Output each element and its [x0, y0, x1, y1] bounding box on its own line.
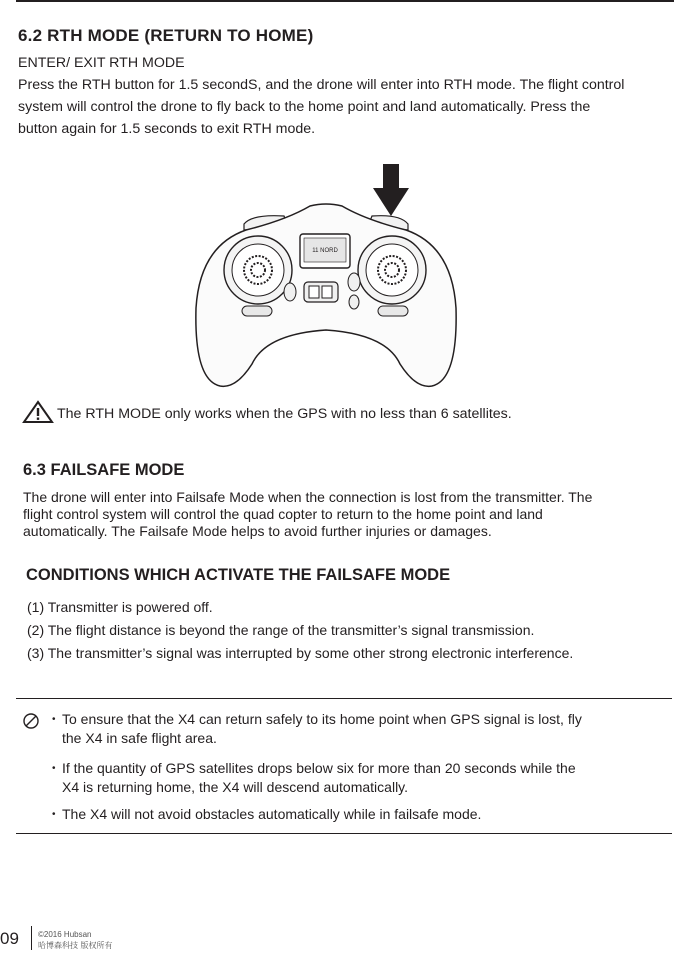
footer-copyright: ©2016 Hubsan: [38, 930, 92, 939]
screen-text: 11 NORD: [312, 248, 338, 254]
top-rule: [16, 0, 674, 2]
note-bullet-1: •: [52, 714, 56, 725]
note-bullet-2: •: [52, 763, 56, 774]
note-3-line-1: The X4 will not avoid obstacles automatically while in failsafe mode.: [62, 806, 482, 822]
failsafe-line-2: flight control system will control the quad copter to return to the home point and land: [23, 506, 543, 522]
failsafe-line-3: automatically. The Failsafe Mode helps to avoid further injuries or damages.: [23, 523, 492, 539]
rth-line-3: button again for 1.5 seconds to exit RTH mode.: [18, 121, 316, 137]
note-1-line-2: the X4 in safe flight area.: [62, 730, 217, 746]
rth-button-arrow-icon: [373, 164, 409, 216]
footer-divider: [31, 926, 32, 950]
right-stick-icon: [358, 236, 426, 304]
notes-bottom-rule: [16, 833, 672, 834]
warning-icon: [22, 400, 54, 424]
left-stick-icon: [224, 236, 292, 304]
transmitter-illustration: [186, 158, 466, 390]
note-2-line-2: X4 is returning home, the X4 will descend automatically.: [62, 779, 409, 795]
notes-top-rule: [16, 698, 672, 699]
rth-subtitle: ENTER/ EXIT RTH MODE: [18, 55, 185, 71]
footer-copyright-cn: 哈博森科技 版权所有: [38, 941, 113, 950]
condition-1: (1) Transmitter is powered off.: [27, 599, 213, 615]
rth-line-2: system will control the drone to fly back to the home point and land automatically. Press the: [18, 99, 591, 115]
note-1-line-1: To ensure that the X4 can return safely to its home point when GPS signal is lost, fly: [62, 711, 582, 727]
conditions-title: CONDITIONS WHICH ACTIVATE THE FAILSAFE MODE: [26, 566, 451, 584]
condition-2: (2) The flight distance is beyond the range of the transmitter’s signal transmission.: [27, 622, 535, 638]
rth-title: 6.2 RTH MODE (RETURN TO HOME): [18, 26, 314, 45]
page-number: 09: [0, 929, 19, 948]
failsafe-title: 6.3 FAILSAFE MODE: [23, 461, 185, 479]
prohibited-icon: [22, 712, 40, 730]
note-bullet-3: •: [52, 809, 56, 820]
failsafe-line-1: The drone will enter into Failsafe Mode when the connection is lost from the transmitter. The: [23, 489, 593, 505]
rth-line-1: Press the RTH button for 1.5 secondS, and the drone will enter into RTH mode. The flight control: [18, 77, 625, 93]
rth-warning-text: The RTH MODE only works when the GPS with no less than 6 satellites.: [57, 406, 512, 422]
note-2-line-1: If the quantity of GPS satellites drops below six for more than 20 seconds while the: [62, 760, 576, 776]
condition-3: (3) The transmitter’s signal was interrupted by some other strong electronic interference.: [27, 645, 574, 661]
